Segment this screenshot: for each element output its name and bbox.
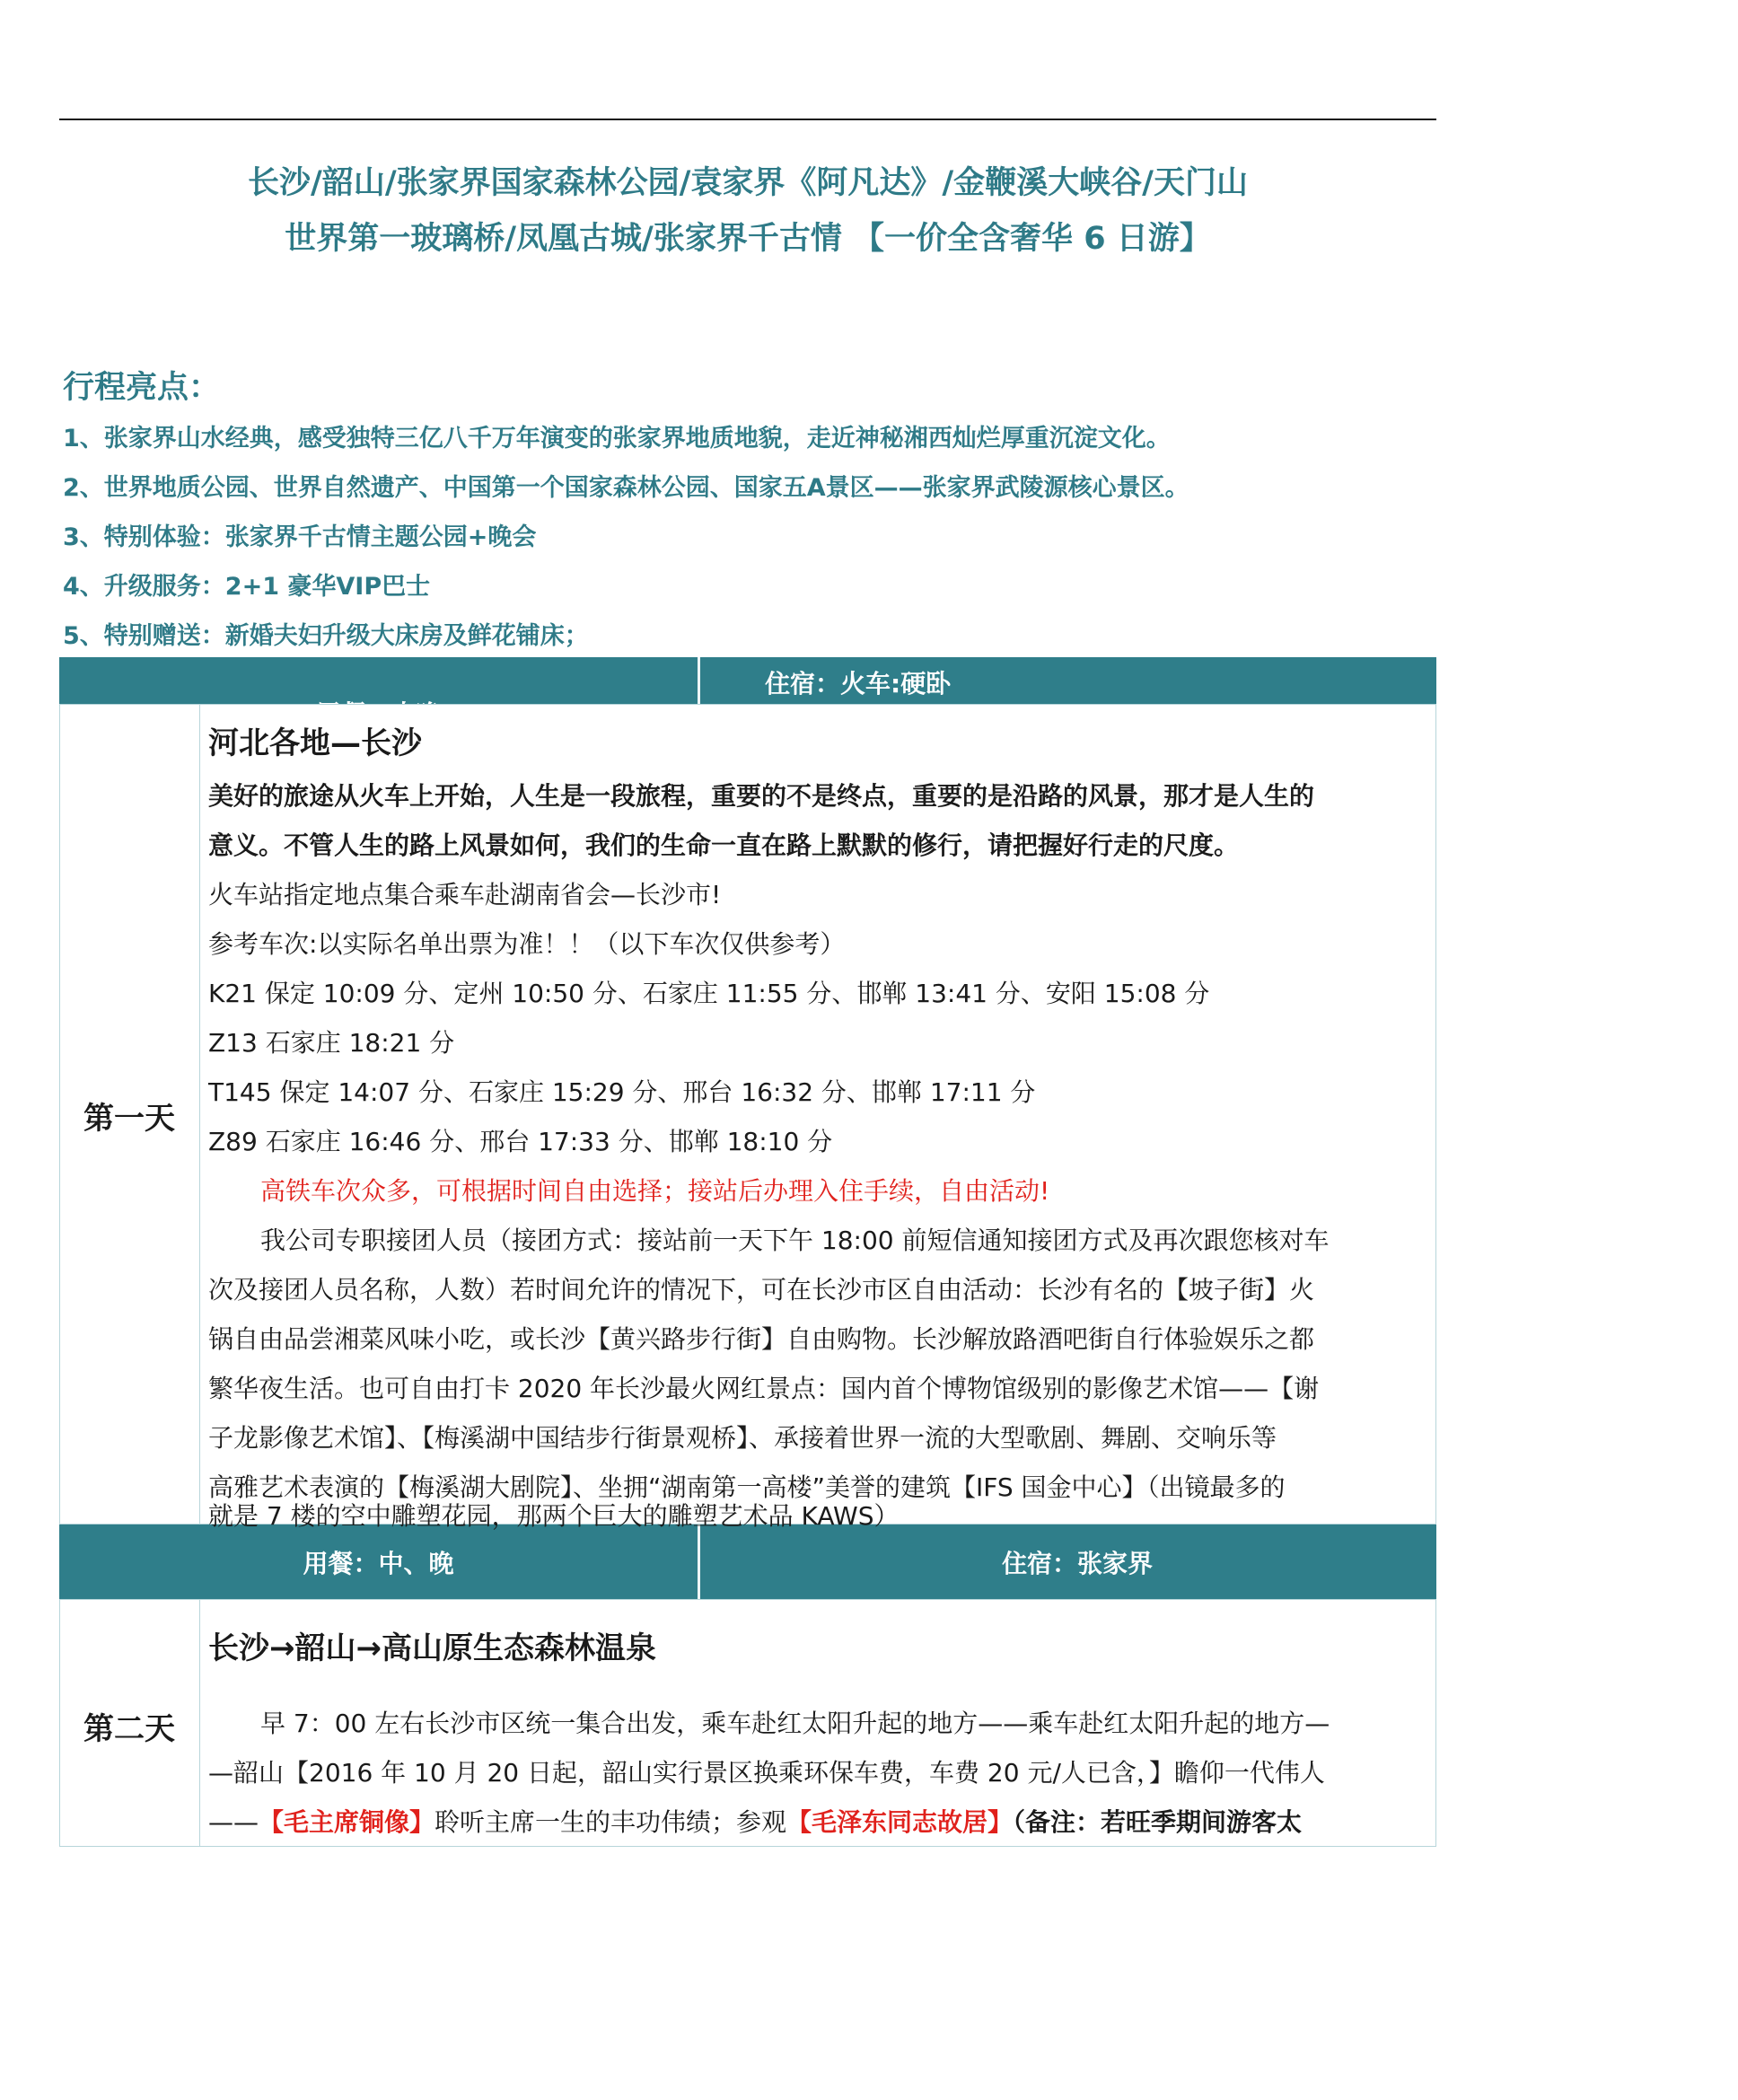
day1-para-line: 我公司专职接团人员（接团方式：接站前一天下午 18:00 前短信通知接团方式及再次跟您核对车 xyxy=(260,1226,1330,1255)
day2-route: 长沙→韶山→高山原生态森林温泉 xyxy=(208,1630,656,1666)
day1-para-line: 次及接团人员名称，人数）若时间允许的情况下，可在长沙市区自由活动：长沙有名的【坡子街】火 xyxy=(208,1275,1315,1305)
page-title-line-1: 长沙/韶山/张家界国家森林公园/袁家界《阿凡达》/金鞭溪大峡谷/天门山 xyxy=(248,165,1248,201)
day1-line: 参考车次:以实际名单出票为准！！（以下车次仅供参考） xyxy=(208,929,846,959)
day1-notice: 高铁车次众多，可根据时间自由选择；接站后办理入住手续，自由活动! xyxy=(260,1176,1050,1206)
day2-mid-text: 聆听主席一生的丰功伟绩；参观 xyxy=(434,1807,787,1837)
day1-info-band xyxy=(59,657,1436,729)
highlights-heading: 行程亮点： xyxy=(63,370,221,406)
day2-note: （备注：若旺季期间游客太 xyxy=(1013,1807,1303,1837)
day2-dash: —— xyxy=(208,1807,259,1837)
highlight-item: 4、升级服务：2+1 豪华VIP巴士 xyxy=(63,573,431,601)
day1-para-line: 高雅艺术表演的【梅溪湖大剧院】、坐拥“湖南第一高楼”美誉的建筑【IFS 国金中心】（出镜最多的 xyxy=(208,1472,1286,1502)
day2-spot-statue: 【毛主席铜像】 xyxy=(259,1807,435,1837)
day1-route: 河北各地—长沙 xyxy=(208,725,422,761)
day1-line: 火车站指定地点集合乘车赴湖南省会—长沙市! xyxy=(208,880,722,909)
day2-para-last-line xyxy=(208,1803,1302,1839)
day1-stay: 住宿：火车:硬卧 xyxy=(765,669,952,699)
day1-train-line: K21 保定 10:09 分、定州 10:50 分、石家庄 11:55 分、邯郸 13:41 分、安阳 15:08 分 xyxy=(208,979,1210,1008)
day2-para-line: —韶山【2016 年 10 月 20 日起，韶山实行景区换乘环保车费，车费 20 元/人已含，】瞻仰一代伟人 xyxy=(208,1758,1325,1788)
highlight-item: 1、张家界山水经典，感受独特三亿八千万年演变的张家界地质地貌，走近神秘湘西灿烂厚重沉淀文化。 xyxy=(63,425,1171,453)
day2-label: 第二天 xyxy=(83,1711,175,1747)
day1-para-line: 繁华夜生活。也可自由打卡 2020 年长沙最火网红景点：国内首个博物馆级别的影像艺术馆——【谢 xyxy=(208,1374,1320,1403)
day2-para-line: 早 7：00 左右长沙市区统一集合出发，乘车赴红太阳升起的地方——乘车赴红太阳升起的地方— xyxy=(260,1709,1330,1738)
day1-meal: 用餐：中晚 xyxy=(315,699,442,729)
page-title-line-2: 世界第一玻璃桥/凤凰古城/张家界千古情 【一价全含奢华 6 日游】 xyxy=(285,221,1211,257)
day1-label: 第一天 xyxy=(83,1101,175,1137)
day1-train-line: Z13 石家庄 18:21 分 xyxy=(208,1028,455,1058)
day1-para-line: 子龙影像艺术馆】、【梅溪湖中国结步行街景观桥】、承接着世界一流的大型歌剧、舞剧、交响乐等 xyxy=(208,1423,1277,1453)
day2-stay: 住宿：张家界 xyxy=(1002,1548,1154,1578)
day2-meal: 用餐：中、晚 xyxy=(303,1548,454,1578)
day-column-line xyxy=(199,1599,200,1847)
top-rule xyxy=(59,119,1436,120)
day2-spot-residence: 【毛泽东同志故居】 xyxy=(786,1807,1014,1837)
highlight-item: 5、特别赠送：新婚夫妇升级大床房及鲜花铺床； xyxy=(63,622,589,650)
day1-train-line: T145 保定 14:07 分、石家庄 15:29 分、邢台 16:32 分、邯郸 17:11 分 xyxy=(208,1077,1036,1107)
day1-para-line: 锅自由品尝湘菜风味小吃，或长沙【黄兴路步行街】自由购物。长沙解放路酒吧街自行体验娱乐之都 xyxy=(208,1324,1315,1354)
highlight-item: 3、特别体验：张家界千古情主题公园+晚会 xyxy=(63,523,537,551)
day1-intro-line: 美好的旅途从火车上开始，人生是一段旅程，重要的不是终点，重要的是沿路的风景，那才是人生的 xyxy=(208,781,1315,811)
day-column-line xyxy=(199,704,200,1524)
day1-train-line: Z89 石家庄 16:46 分、邢台 17:33 分、邯郸 18:10 分 xyxy=(208,1127,833,1156)
highlight-item: 2、世界地质公园、世界自然遗产、中国第一个国家森林公园、国家五A景区——张家界武陵源核心景区。 xyxy=(63,474,1189,502)
day1-intro-line: 意义。不管人生的路上风景如何，我们的生命一直在路上默默的修行，请把握好行走的尺度。 xyxy=(208,830,1240,860)
day1-para-line: 就是 7 楼的空中雕塑花园，那两个巨大的雕塑艺术品 KAWS） xyxy=(208,1501,900,1531)
itinerary-table xyxy=(59,657,1436,1860)
day2-info-band xyxy=(59,1524,1436,1599)
